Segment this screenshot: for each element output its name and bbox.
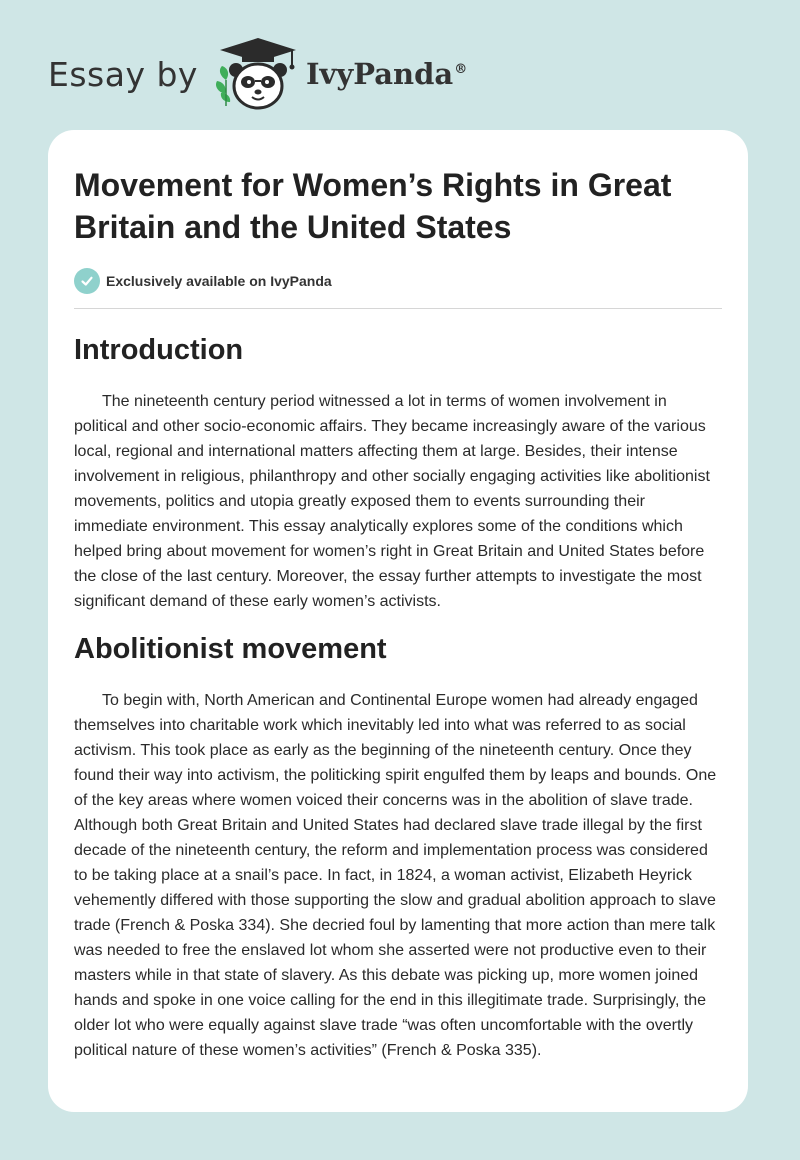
check-icon: [74, 268, 100, 294]
panda-logo-icon: [212, 36, 304, 112]
section-abolitionist-movement: [74, 632, 722, 1063]
section-introduction: [74, 333, 722, 614]
exclusive-label: Exclusively available on IvyPanda: [106, 273, 332, 289]
section-heading: Introduction: [74, 334, 244, 366]
brand-prefix: Essay by: [48, 54, 198, 94]
essay-title: Movement for Women’s Rights in Great Britain and the United States: [74, 167, 672, 245]
registered-mark: ®: [454, 62, 468, 78]
section-paragraph: To begin with, North American and Continental Europe women had already engaged themselves into charitable work which inevitably led into what was referred to as social activism. This took place as early as the beginning of the nineteenth century. Once they found their way into activism, the politicking spirit engulfed them by leaps and bounds. One of the key areas where women voiced their concerns was in the abolition of slave trade. Although both Great Britain and United States had declared slave trade illegal by the first decade of the nineteenth century, the reform and implementation process was considered to be taking place at a snail’s pace. In fact, in 1824, a woman activist, Elizabeth Heyrick vehemently differed with those supporting the slow and gradual abolition approach to slave trade (French & Poska 334). She decried foul by lamenting that more action than mere talk was needed to free the enslaved lot whom she asserted were not productive even to their masters while in that state of slavery. As this debate was picking up, more women joined hands and spoke in one voice calling for the end in this illegitimate trade. Surprisingly, the older lot who were equally against slave trade “was often uncomfortable with the overtly political nature of these women’s activities” (French & Poska 335).: [74, 692, 717, 1059]
section-heading: Abolitionist movement: [74, 633, 387, 665]
section-paragraph: The nineteenth century period witnessed a lot in terms of women involvement in political and other socio-economic affairs. They became increasingly aware of the various local, regional and international matters affecting them at large. Besides, their intense involvement in religious, philanthropy and other socially engaging activities like abolitionist movements, politics and utopia greatly exposed them to events surrounding their immediate environment. This essay analytically explores some of the conditions which helped bring about movement for women’s right in Great Britain and United States before the close of the last century. Moreover, the essay further attempts to investigate the most significant demand of these early women’s activists.: [74, 393, 710, 610]
exclusive-badge: [74, 268, 722, 309]
essay-card: [48, 130, 748, 1112]
site-brand[interactable]: [48, 34, 467, 114]
brand-name: IvyPanda®: [305, 57, 468, 91]
